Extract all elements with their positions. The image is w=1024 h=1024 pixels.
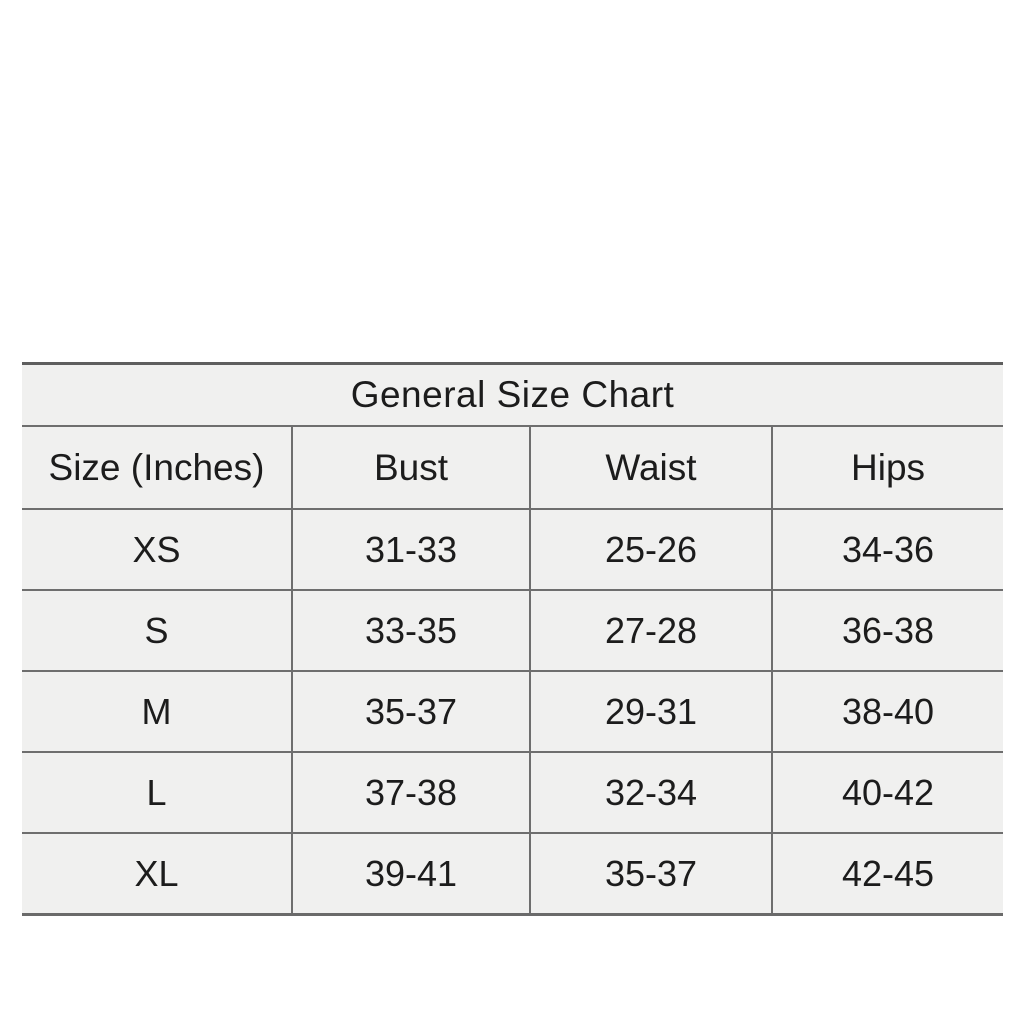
bust-cell: 35-37 bbox=[292, 671, 530, 752]
header-row bbox=[22, 426, 1003, 509]
bust-cell: 31-33 bbox=[292, 509, 530, 590]
waist-cell: 29-31 bbox=[530, 671, 772, 752]
bust-cell: 37-38 bbox=[292, 752, 530, 833]
waist-cell: 25-26 bbox=[530, 509, 772, 590]
size-chart-table bbox=[22, 362, 1003, 916]
bust-cell: 33-35 bbox=[292, 590, 530, 671]
hips-cell: 38-40 bbox=[772, 671, 1003, 752]
hips-cell: 42-45 bbox=[772, 833, 1003, 915]
hips-cell: 40-42 bbox=[772, 752, 1003, 833]
size-chart-title: General Size Chart bbox=[22, 364, 1003, 427]
size-cell: S bbox=[22, 590, 292, 671]
column-header-hips: Hips bbox=[772, 426, 1003, 509]
column-header-size-inches: Size (Inches) bbox=[22, 426, 292, 509]
size-cell: XL bbox=[22, 833, 292, 915]
table-row-xs bbox=[22, 509, 1003, 590]
table-row-l bbox=[22, 752, 1003, 833]
waist-cell: 32-34 bbox=[530, 752, 772, 833]
size-cell: XS bbox=[22, 509, 292, 590]
size-cell: L bbox=[22, 752, 292, 833]
table-row-s bbox=[22, 590, 1003, 671]
table-row-xl bbox=[22, 833, 1003, 915]
column-header-bust: Bust bbox=[292, 426, 530, 509]
bust-cell: 39-41 bbox=[292, 833, 530, 915]
size-chart-container bbox=[22, 362, 1003, 916]
column-header-waist: Waist bbox=[530, 426, 772, 509]
size-cell: M bbox=[22, 671, 292, 752]
waist-cell: 35-37 bbox=[530, 833, 772, 915]
hips-cell: 36-38 bbox=[772, 590, 1003, 671]
hips-cell: 34-36 bbox=[772, 509, 1003, 590]
title-row bbox=[22, 364, 1003, 427]
waist-cell: 27-28 bbox=[530, 590, 772, 671]
table-row-m bbox=[22, 671, 1003, 752]
